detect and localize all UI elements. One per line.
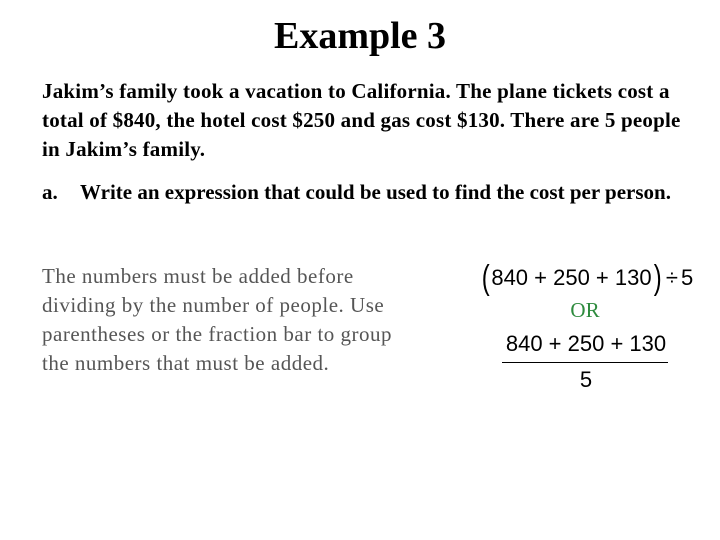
- fraction-bar: [502, 362, 668, 363]
- expression-divisor: 5: [681, 265, 694, 290]
- part-letter: a.: [42, 180, 58, 204]
- math-expressions: [480, 258, 694, 398]
- close-parenthesis: ): [653, 259, 662, 297]
- problem-statement: Jakim’s family took a vacation to California. The plane tickets cost a total of $840, the hotel cost $250 and gas cost $130. There are 5 people in Jakim’s family.: [42, 79, 681, 161]
- fraction-numerator: 840 + 250 + 130: [505, 331, 667, 356]
- page-title: Example 3: [273, 15, 447, 57]
- division-operator: ÷: [665, 265, 678, 290]
- explanation-text: The numbers must be added before dividing by the number of people. Use parentheses or the fraction bar to group the numbers that must be added.: [42, 264, 393, 375]
- fraction-denominator: 5: [579, 367, 593, 392]
- or-label: OR: [570, 298, 600, 322]
- question-part-a: [42, 178, 702, 207]
- parentheses-expression: [480, 258, 694, 298]
- expression-sum: 840 + 250 + 130: [491, 265, 652, 290]
- part-question-text: Write an expression that could be used to find the cost per person.: [80, 180, 671, 204]
- open-parenthesis: (: [481, 259, 490, 297]
